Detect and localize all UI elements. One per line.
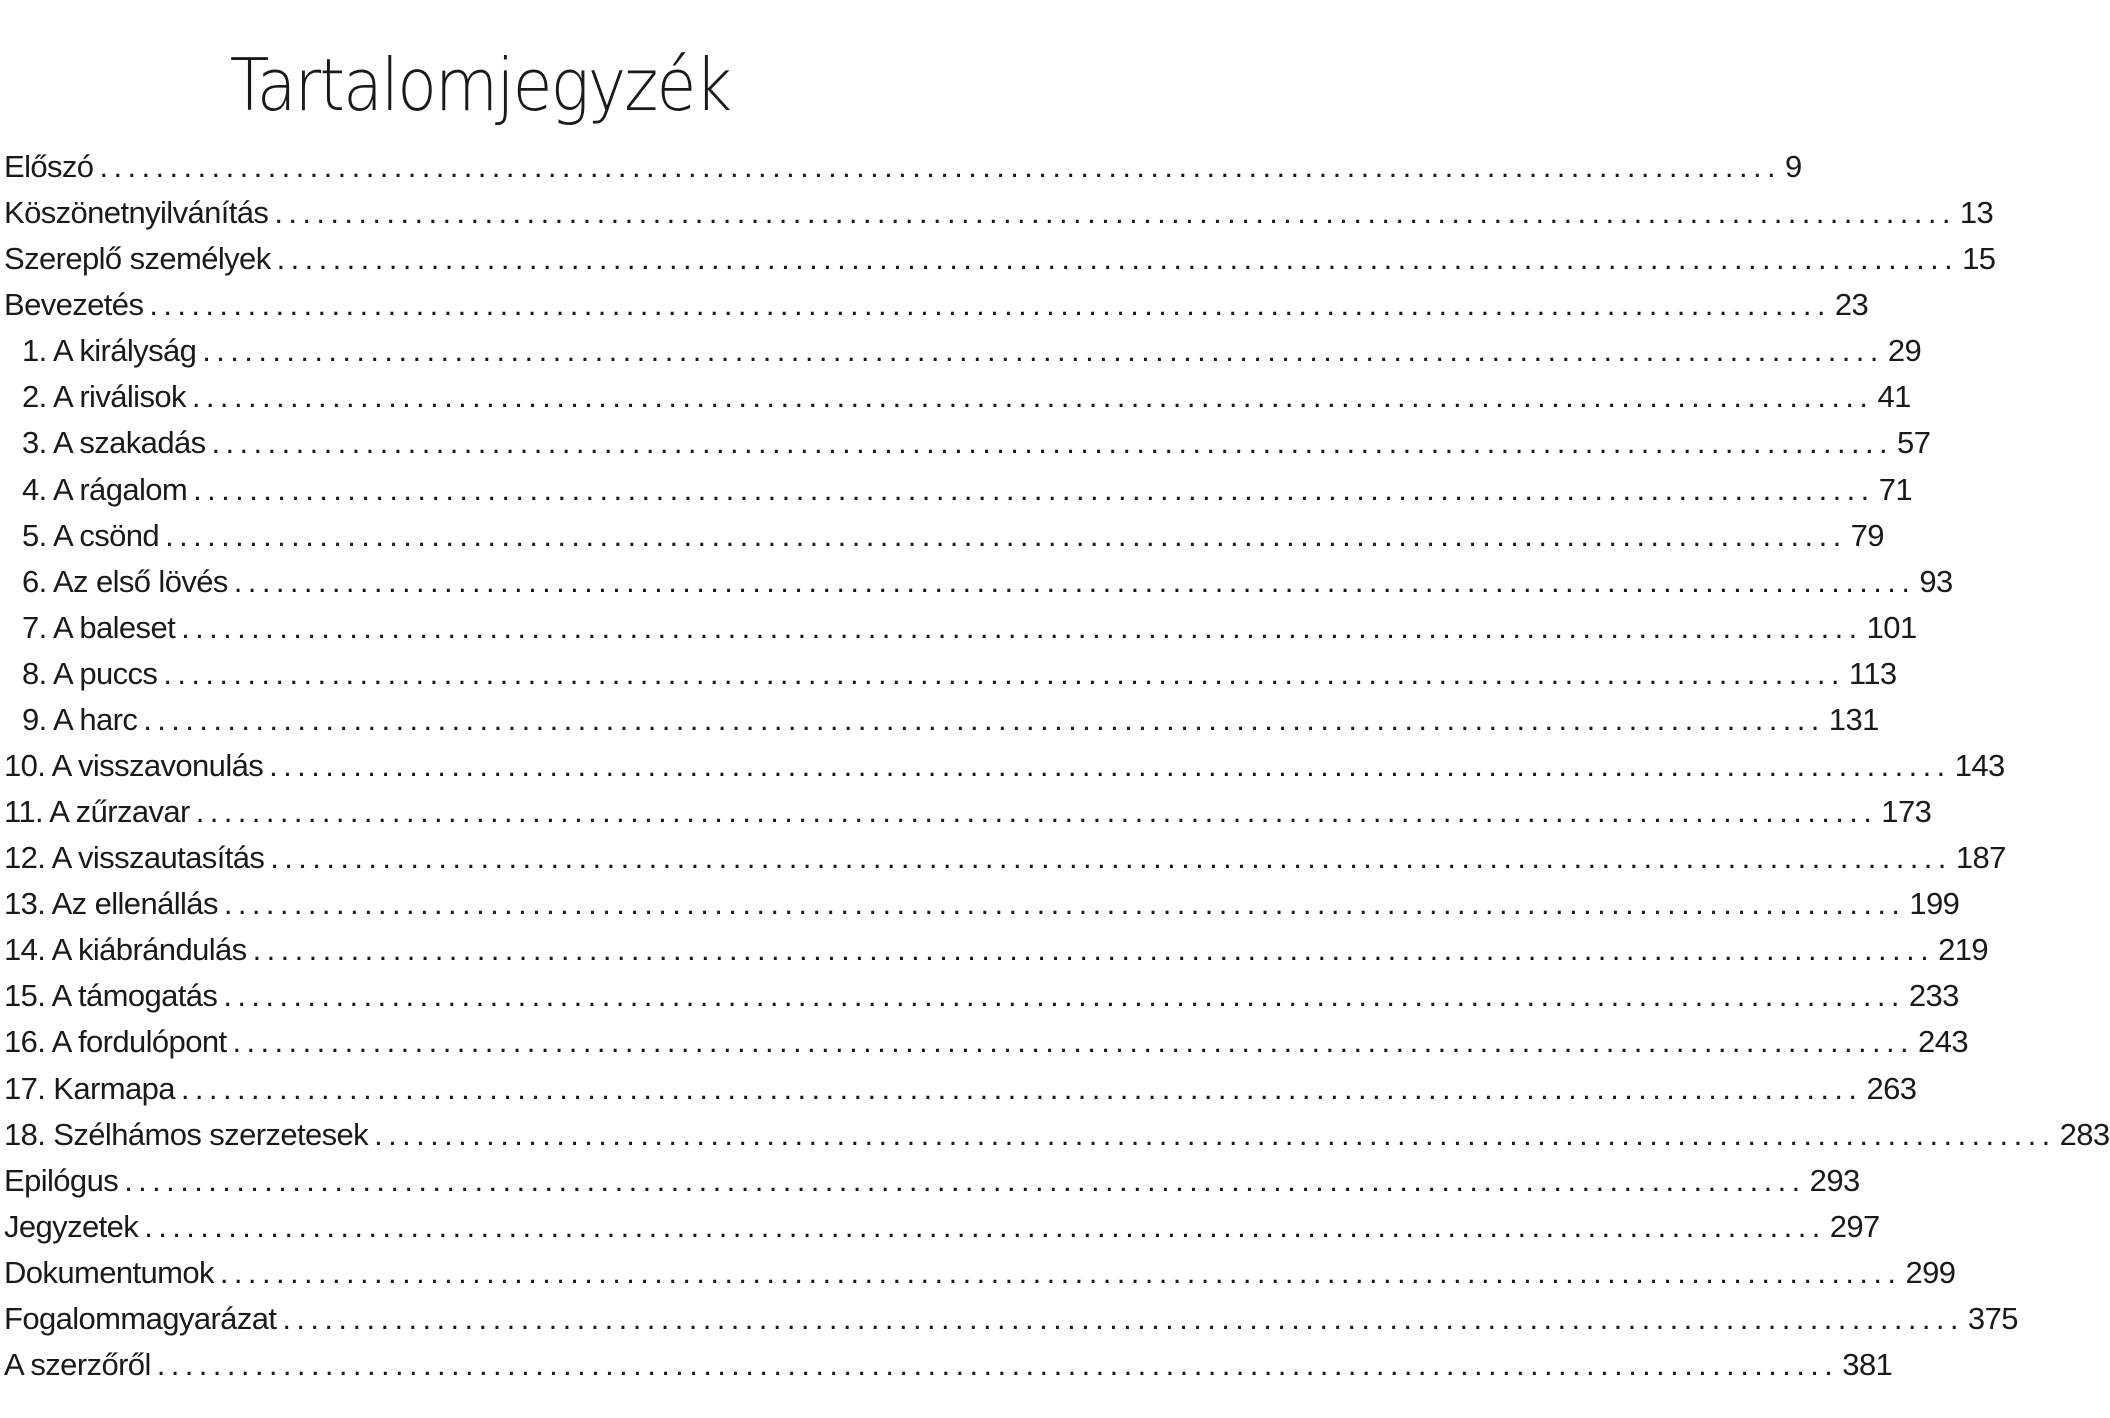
- toc-entry-page: 187: [1955, 840, 2006, 876]
- toc-entry[interactable]: [4, 374, 1911, 420]
- toc-entry[interactable]: [4, 835, 2006, 881]
- dot-leader: ........................................................................................................................: [282, 1300, 1964, 1336]
- toc-entry-label: A szerzőről: [4, 1347, 151, 1383]
- toc-entry-page: 299: [1905, 1254, 1956, 1290]
- toc-entry-page: 263: [1866, 1070, 1917, 1106]
- toc-entry[interactable]: [4, 881, 1960, 927]
- toc-entry-page: 219: [1938, 932, 1989, 968]
- table-of-contents: [4, 144, 2110, 1388]
- toc-entry-label: 10. A visszavonulás: [4, 748, 264, 784]
- toc-entry[interactable]: [4, 1158, 1860, 1204]
- dot-leader: ........................................................................................................................: [124, 1162, 1806, 1198]
- dot-leader: ........................................................................................................................: [144, 1208, 1826, 1244]
- toc-entry[interactable]: [4, 1066, 1917, 1112]
- toc-entry-page: 57: [1897, 425, 1931, 461]
- dot-leader: ........................................................................................................................: [232, 1024, 1915, 1060]
- dot-leader: ........................................................................................................................: [149, 287, 1831, 323]
- toc-entry-page: 79: [1850, 517, 1884, 553]
- toc-entry[interactable]: [4, 1250, 1956, 1296]
- dot-leader: ........................................................................................................................: [269, 748, 1951, 784]
- toc-entry[interactable]: [4, 328, 1922, 374]
- toc-entry-label: 12. A visszautasítás: [4, 840, 265, 876]
- toc-entry-label: 16. A fordulópont: [4, 1024, 227, 1060]
- toc-entry-page: 93: [1919, 563, 1953, 599]
- toc-entry-page: 101: [1866, 609, 1917, 645]
- toc-entry-page: 29: [1887, 333, 1922, 369]
- toc-entry-page: 9: [1785, 149, 1802, 184]
- dot-leader: ........................................................................................................................: [181, 609, 1863, 645]
- dot-leader: ........................................................................................................................: [193, 471, 1875, 507]
- toc-entry[interactable]: [4, 559, 1953, 605]
- toc-entry-label: Köszönetnyilvánítás: [4, 195, 269, 231]
- dot-leader: ........................................................................................................................: [223, 886, 1906, 922]
- toc-entry[interactable]: [4, 513, 1884, 559]
- toc-entry-page: 243: [1918, 1024, 1968, 1060]
- toc-entry[interactable]: [4, 743, 2005, 789]
- toc-entry-label: 17. Karmapa: [4, 1070, 175, 1106]
- dot-leader: ........................................................................................................................: [276, 241, 1959, 277]
- toc-entry-page: 113: [1848, 655, 1897, 691]
- toc-entry-page: 173: [1881, 794, 1932, 830]
- toc-entry-label: 1. A királyság: [22, 333, 197, 369]
- toc-entry[interactable]: [4, 651, 1897, 697]
- toc-entry-page: 233: [1908, 978, 1959, 1014]
- toc-entry-label: 9. A harc: [22, 701, 138, 737]
- toc-entry[interactable]: [4, 973, 1959, 1019]
- toc-entry-label: 2. A riválisok: [22, 379, 186, 415]
- toc-entry[interactable]: [4, 1204, 1880, 1250]
- dot-leader: ........................................................................................................................: [163, 655, 1845, 691]
- toc-entry[interactable]: [4, 1112, 2110, 1158]
- dot-leader: ........................................................................................................................: [156, 1347, 1839, 1383]
- toc-entry-page: 297: [1829, 1208, 1880, 1244]
- toc-entry[interactable]: [4, 1296, 2018, 1342]
- toc-entry[interactable]: [4, 605, 1917, 651]
- toc-entry-page: 41: [1877, 379, 1911, 415]
- toc-entry[interactable]: [4, 467, 1912, 513]
- toc-entry[interactable]: [4, 420, 1931, 466]
- dot-leader: ........................................................................................................................: [165, 517, 1847, 553]
- toc-entry-page: 199: [1909, 886, 1960, 922]
- toc-entry-label: Szereplő személyek: [4, 241, 271, 277]
- page-title: Tartalomjegyzék: [229, 43, 731, 128]
- toc-entry-label: Fogalommagyarázat: [4, 1300, 277, 1336]
- dot-leader: ........................................................................................................................: [180, 1070, 1863, 1106]
- dot-leader: ........................................................................................................................: [99, 149, 1781, 184]
- toc-entry[interactable]: [4, 697, 1879, 743]
- toc-entry-page: 15: [1962, 241, 1996, 277]
- toc-entry-label: Dokumentumok: [4, 1254, 214, 1290]
- dot-leader: ........................................................................................................................: [270, 840, 1952, 876]
- toc-entry-page: 381: [1842, 1347, 1893, 1383]
- toc-entry-label: 15. A támogatás: [4, 978, 218, 1014]
- toc-entry-label: 5. A csönd: [22, 517, 160, 553]
- toc-entry[interactable]: [4, 190, 1994, 236]
- toc-entry-label: 3. A szakadás: [22, 425, 206, 461]
- toc-entry[interactable]: [4, 144, 1802, 190]
- toc-entry-page: 375: [1967, 1300, 2018, 1336]
- toc-entry-page: 13: [1959, 195, 1994, 231]
- toc-entry-page: 71: [1878, 471, 1912, 507]
- toc-entry-label: 7. A baleset: [22, 609, 176, 645]
- dot-leader: ........................................................................................................................: [191, 379, 1874, 415]
- toc-entry[interactable]: [4, 236, 1996, 282]
- toc-entry-label: 18. Szélhámos szerzetesek: [4, 1116, 369, 1152]
- dot-leader: ........................................................................................................................: [202, 333, 1884, 369]
- toc-entry-page: 283: [2059, 1116, 2110, 1152]
- toc-entry-label: Bevezetés: [4, 287, 144, 323]
- toc-entry[interactable]: [4, 789, 1932, 835]
- toc-entry-label: 11. A zűrzavar: [4, 794, 190, 830]
- toc-entry[interactable]: [4, 1019, 1968, 1065]
- dot-leader: ........................................................................................................................: [233, 563, 1916, 599]
- dot-leader: ........................................................................................................................: [252, 932, 1935, 968]
- dot-leader: ........................................................................................................................: [374, 1116, 2056, 1152]
- toc-entry[interactable]: [4, 282, 1869, 328]
- dot-leader: ........................................................................................................................: [274, 195, 1956, 231]
- toc-entry-label: 8. A puccs: [22, 655, 158, 691]
- toc-entry-page: 23: [1834, 287, 1869, 323]
- toc-entry-label: 6. Az első lövés: [22, 563, 228, 599]
- dot-leader: ........................................................................................................................: [143, 701, 1825, 737]
- toc-entry-label: Előszó: [4, 149, 94, 184]
- toc-entry-page: 131: [1828, 701, 1879, 737]
- toc-entry-page: 143: [1954, 748, 2005, 784]
- toc-entry-page: 293: [1809, 1162, 1860, 1198]
- dot-leader: ........................................................................................................................: [211, 425, 1894, 461]
- toc-entry-label: 14. A kiábrándulás: [4, 932, 247, 968]
- toc-entry[interactable]: [4, 1342, 1893, 1388]
- dot-leader: ........................................................................................................................: [223, 978, 1905, 1014]
- dot-leader: ........................................................................................................................: [195, 794, 1878, 830]
- dot-leader: ........................................................................................................................: [219, 1254, 1902, 1290]
- toc-entry-label: 13. Az ellenállás: [4, 886, 218, 922]
- toc-entry-label: Epilógus: [4, 1162, 119, 1198]
- toc-entry-label: 4. A rágalom: [22, 471, 188, 507]
- toc-entry[interactable]: [4, 927, 1989, 973]
- toc-entry-label: Jegyzetek: [4, 1208, 139, 1244]
